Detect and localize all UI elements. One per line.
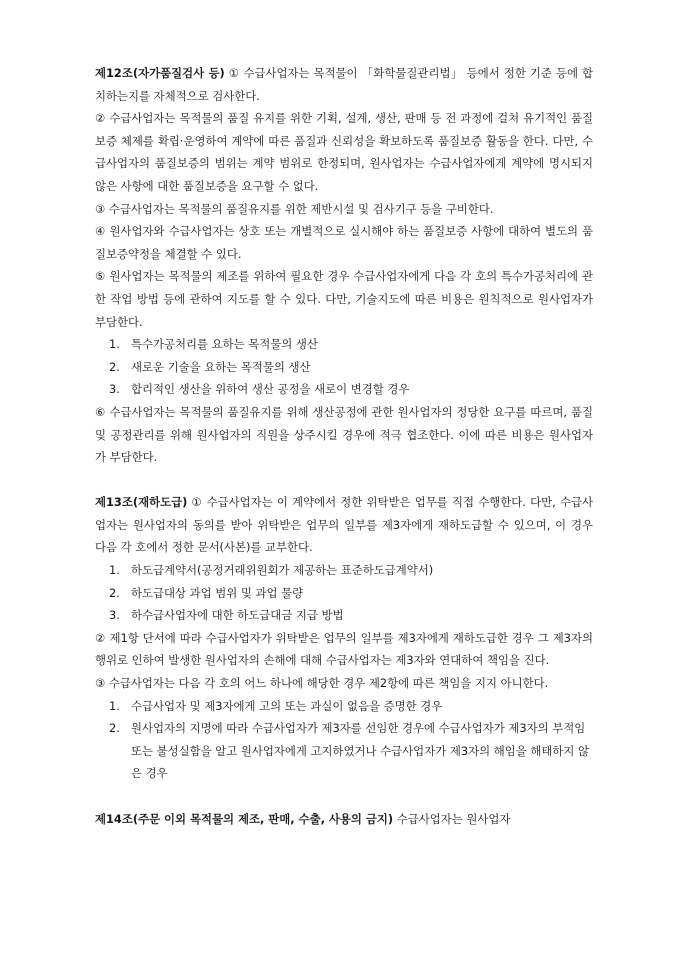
list-item-text: 특수가공처리를 요하는 목적물의 생산	[131, 337, 318, 352]
list-item-text: 원사업자의 지명에 따라 수급사업자가 제3자를 선임한 경우에 수급사업자가 제3자의 부적임 또는 불성실함을 알고 원사업자에게 고지하였거나 수급사업자가 제3자의 해임을 해태하지 않은 경우	[131, 721, 589, 781]
article-12-paragraph-1	[95, 62, 593, 107]
article-14-paragraph-1	[95, 808, 593, 831]
list-item	[95, 378, 593, 401]
list-item	[95, 695, 593, 718]
article-12-clause-3: ③ 수급사업자는 목적물의 품질유지를 위한 제반시설 및 검사기구 등을 구비한다.	[95, 201, 494, 216]
list-item-number: 2.	[109, 359, 120, 374]
article-12-clause-2: ② 수급사업자는 목적물의 품질 유지를 위한 기획, 설계, 생산, 판매 등 전 과정에 걸쳐 유기적인 품질보증 체제를 확립·운영하여 계약에 따른 품질과 신뢰성을 확보하도록 품질보증 활동을 한다. 다만, 수급사업자의 품질보증의 범위는 계약 범위로 한정되며, 원사업자는 수급사업자에게 계약에 명시되지 않은 사항에 대한 품질보증을 요구할 수 없다.	[95, 111, 593, 193]
list-item	[95, 333, 593, 356]
list-item-number: 3.	[109, 382, 120, 397]
list-item-number: 1.	[109, 698, 120, 713]
article-12-clause-4: ④ 원사업자와 수급사업자는 상호 또는 개별적으로 실시해야 하는 품질보증 사항에 대하여 별도의 품질보증약정을 체결할 수 있다.	[95, 224, 593, 261]
list-item-number: 1.	[109, 337, 120, 352]
article-13-paragraph-1	[95, 491, 593, 559]
article-12-clause-1: ① 수급사업자는 목적물이 「화학물질관리법」 등에서 정한 기준 등에 합치하는지를 자체적으로 검사한다.	[95, 66, 594, 103]
article-12-clause-5: ⑤ 원사업자는 목적물의 제조를 위하여 필요한 경우 수급사업자에게 다음 각 호의 특수가공처리에 관한 작업 방법 등에 관하여 지도를 할 수 있다. 다만, 기술지도에 따른 비용은 원칙적으로 원사업자가 부담한다.	[95, 269, 593, 329]
article-13-clause-1: ① 수급사업자는 이 계약에서 정한 위탁받은 업무를 직접 수행한다. 다만, 수급사업자는 원사업자의 동의를 받아 위탁받은 업무의 일부를 제3자에게 재하도급할 수 있으며, 이 경우 다음 각 호에서 정한 문서(사본)를 교부한다.	[95, 495, 593, 555]
list-item	[95, 717, 593, 785]
list-item-number: 1.	[109, 563, 120, 578]
list-item	[95, 559, 593, 582]
list-item	[95, 604, 593, 627]
list-item-number: 2.	[109, 585, 120, 600]
list-item-text: 수급사업자 및 제3자에게 고의 또는 과실이 없음을 증명한 경우	[131, 698, 443, 713]
article-12-clause-6: ⑥ 수급사업자는 목적물의 품질유지를 위해 생산공정에 관한 원사업자의 정당한 요구를 따르며, 품질 및 공정관리를 위해 원사업자의 직원을 상주시킬 경우에 적극 협조한다. 이에 따른 비용은 원사업자가 부담한다.	[95, 404, 593, 465]
list-item-number: 2.	[109, 721, 120, 736]
article-14-clause-1: 수급사업자는 원사업자	[393, 811, 511, 826]
document-body	[95, 62, 593, 830]
article-13-clause-3: ③ 수급사업자는 다음 각 호의 어느 하나에 해당한 경우 제2항에 따른 책임을 지지 아니한다.	[95, 676, 549, 691]
article-13-title: 제13조(재하도급)	[95, 495, 188, 510]
article-12-title: 제12조(자가품질검사 등)	[95, 66, 225, 80]
list-item-text: 하수급사업자에 대한 하도급대금 지급 방법	[131, 608, 344, 623]
list-item	[95, 356, 593, 379]
list-item-text: 새로운 기술을 요하는 목적물의 생산	[131, 359, 311, 374]
section-spacer	[95, 785, 593, 808]
list-item-text: 하도급계약서(공정거래위원회가 제공하는 표준하도급계약서)	[131, 563, 434, 578]
list-item	[95, 582, 593, 605]
article-13-clause-2: ② 제1항 단서에 따라 수급사업자가 위탁받은 업무의 일부를 제3자에게 재하도급한 경우 그 제3자의 행위로 인하여 발생한 원사업자의 손해에 대해 수급사업자는 제3자와 연대하여 책임을 진다.	[95, 630, 593, 668]
list-item-text: 하도급대상 과업 범위 및 과업 물량	[131, 585, 304, 600]
list-item-text: 합리적인 생산을 위하여 생산 공정을 새로이 변경할 경우	[131, 382, 410, 397]
section-spacer	[95, 469, 593, 492]
list-item-number: 3.	[109, 608, 120, 623]
article-14-title: 제14조(주문 이외 목적물의 제조, 판매, 수출, 사용의 금지)	[95, 811, 394, 826]
